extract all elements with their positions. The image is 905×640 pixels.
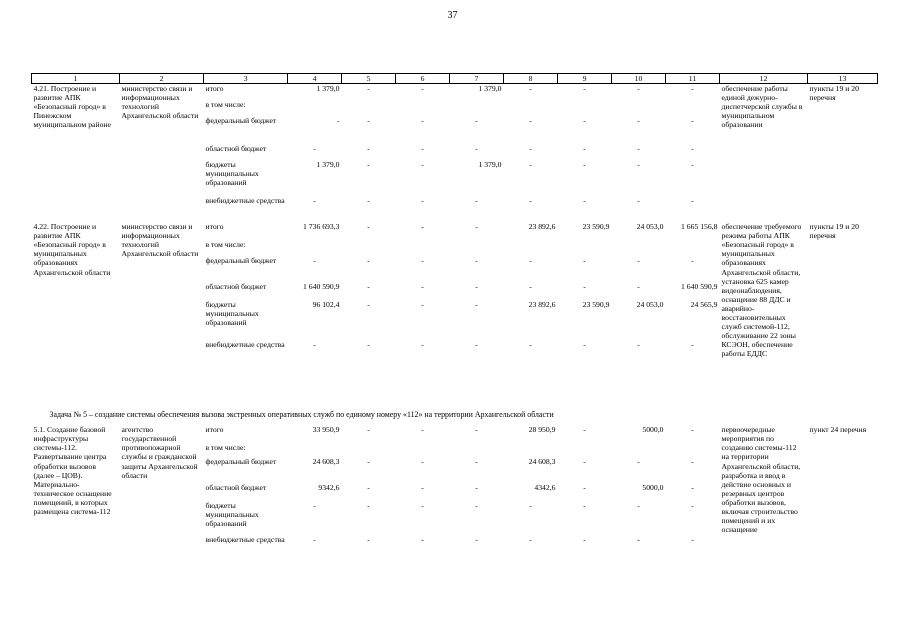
value-cell: - — [367, 457, 370, 467]
funding-source: бюджеты муниципальных образований — [205, 300, 259, 328]
value-cell: - — [691, 116, 694, 126]
value-cell: 24 565,9 — [690, 300, 718, 310]
value-cell: - — [475, 300, 478, 310]
funding-source: бюджеты муниципальных образований — [205, 160, 259, 188]
value-cell: 23 590,9 — [582, 222, 610, 232]
value-cell: - — [367, 340, 370, 350]
value-cell: - — [421, 535, 424, 545]
value-cell: 1 379,0 — [478, 160, 502, 170]
funding-source: областной бюджет — [205, 282, 267, 292]
value-cell: - — [529, 144, 532, 154]
value-cell: - — [583, 256, 586, 266]
value-cell: - — [367, 300, 370, 310]
task-heading: Задача № 5 – создание системы обеспечения вызова экстренных оперативных служб по единому номеру «112» на территории Архангельской области — [49, 410, 554, 420]
target-indicators: пункты 19 и 20 перечня — [809, 222, 859, 241]
target-indicators: пункт 24 перечня — [809, 425, 867, 435]
value-cell: - — [313, 256, 316, 266]
activity-name: 4.21. Построение и развитие АПК «Безопасный город» в Пинежском муниципальном районе — [33, 84, 111, 130]
column-number-row — [32, 74, 878, 84]
value-cell: - — [637, 84, 640, 94]
funding-source: областной бюджет — [205, 144, 267, 154]
value-cell: - — [691, 196, 694, 206]
value-cell: - — [475, 457, 478, 467]
funding-source: внебюджетные средства — [205, 196, 285, 206]
value-cell: - — [367, 535, 370, 545]
value-cell: 1 379,0 — [478, 84, 502, 94]
value-cell: - — [637, 282, 640, 292]
value-cell: - — [583, 144, 586, 154]
value-cell: - — [367, 501, 370, 511]
value-cell: 1 665 156,8 — [680, 222, 718, 232]
funding-source: в том числе: — [205, 443, 246, 453]
value-cell: - — [529, 160, 532, 170]
value-cell: - — [313, 340, 316, 350]
value-cell: 24 053,0 — [636, 300, 664, 310]
value-cell: - — [421, 256, 424, 266]
value-cell: - — [475, 196, 478, 206]
funding-source: внебюджетные средства — [205, 340, 285, 350]
value-cell: - — [691, 457, 694, 467]
col-number: 6 — [396, 74, 450, 84]
value-cell: 23 892,6 — [528, 222, 556, 232]
value-cell: - — [475, 256, 478, 266]
value-cell: 24 608,3 — [312, 457, 340, 467]
value-cell: - — [421, 425, 424, 435]
value-cell: 5000,0 — [642, 425, 664, 435]
funding-source: федеральный бюджет — [205, 116, 277, 126]
value-cell: - — [583, 84, 586, 94]
col-number: 4 — [288, 74, 342, 84]
value-cell: - — [421, 84, 424, 94]
value-cell: - — [421, 457, 424, 467]
value-cell: - — [691, 483, 694, 493]
value-cell: - — [475, 222, 478, 232]
value-cell: - — [637, 501, 640, 511]
funding-source: областной бюджет — [205, 483, 267, 493]
value-cell: - — [691, 256, 694, 266]
col-number: 7 — [450, 74, 504, 84]
value-cell: - — [367, 282, 370, 292]
value-cell: - — [637, 160, 640, 170]
value-cell: - — [367, 160, 370, 170]
value-cell: - — [421, 144, 424, 154]
value-cell: - — [529, 116, 532, 126]
funding-source: итого — [205, 425, 224, 435]
value-cell: - — [637, 340, 640, 350]
value-cell: - — [583, 457, 586, 467]
value-cell: - — [691, 144, 694, 154]
task-heading-row — [32, 404, 878, 425]
value-cell: - — [421, 116, 424, 126]
executor: министерство связи и информационных технологий Архангельской области — [121, 84, 199, 121]
value-cell: 23 892,6 — [528, 300, 556, 310]
value-cell: - — [421, 222, 424, 232]
value-cell: - — [637, 256, 640, 266]
value-cell: - — [637, 196, 640, 206]
expected-result: первоочередные мероприятия по созданию системы-112 на территории Архангельской области, разработка и ввод в действие основных и резервных центров обработки вызовов, включая строительство помещений и их оснащение — [721, 425, 801, 535]
value-cell: - — [691, 340, 694, 350]
funding-source: бюджеты муниципальных образований — [205, 501, 259, 529]
value-cell: - — [313, 535, 316, 545]
value-cell: - — [583, 425, 586, 435]
funding-source: итого — [205, 222, 224, 232]
funding-source: в том числе: — [205, 100, 246, 110]
table-row — [32, 84, 878, 101]
executor: министерство связи и информационных технологий Архангельской области — [121, 222, 199, 259]
value-cell: 24 053,0 — [636, 222, 664, 232]
value-cell: - — [421, 501, 424, 511]
value-cell: - — [691, 501, 694, 511]
value-cell: - — [421, 282, 424, 292]
value-cell: - — [421, 483, 424, 493]
funding-source: в том числе: — [205, 240, 246, 250]
value-cell: - — [367, 84, 370, 94]
value-cell: 1 640 590,9 — [302, 282, 340, 292]
value-cell: - — [583, 483, 586, 493]
table-row — [32, 425, 878, 443]
value-cell: 1 379,0 — [316, 160, 340, 170]
value-cell: 96 102,4 — [312, 300, 340, 310]
value-cell: - — [367, 256, 370, 266]
value-cell: - — [691, 84, 694, 94]
value-cell: - — [367, 425, 370, 435]
value-cell: - — [583, 340, 586, 350]
value-cell: - — [313, 144, 316, 154]
funding-source: федеральный бюджет — [205, 256, 277, 266]
value-cell: - — [421, 160, 424, 170]
value-cell: - — [583, 535, 586, 545]
col-number: 10 — [612, 74, 666, 84]
value-cell: - — [583, 160, 586, 170]
value-cell: - — [475, 483, 478, 493]
value-cell: - — [475, 425, 478, 435]
value-cell: - — [529, 256, 532, 266]
col-number: 5 — [342, 74, 396, 84]
value-cell: 23 590,9 — [582, 300, 610, 310]
value-cell: - — [583, 282, 586, 292]
executor: агентство государственной противопожарной службы и гражданской защиты Архангельской области — [121, 425, 198, 480]
value-cell: - — [691, 160, 694, 170]
value-cell: - — [367, 222, 370, 232]
value-cell: 4342,6 — [534, 483, 556, 493]
value-cell: - — [475, 501, 478, 511]
value-cell: 33 950,9 — [312, 425, 340, 435]
program-table — [31, 73, 878, 557]
value-cell: - — [529, 340, 532, 350]
target-indicators: пункты 19 и 20 перечня — [809, 84, 859, 103]
value-cell: - — [367, 196, 370, 206]
value-cell: 9342,6 — [318, 483, 340, 493]
col-number: 8 — [504, 74, 558, 84]
value-cell: 28 950,9 — [528, 425, 556, 435]
activity-name: 4.22. Построение и развитие АПК «Безопасный город» в муниципальных образованиях Архангельской области — [33, 222, 111, 277]
value-cell: - — [583, 501, 586, 511]
value-cell: - — [637, 144, 640, 154]
value-cell: - — [367, 116, 370, 126]
value-cell: - — [367, 144, 370, 154]
value-cell: - — [691, 425, 694, 435]
value-cell: - — [529, 196, 532, 206]
value-cell: - — [637, 457, 640, 467]
funding-source: федеральный бюджет — [205, 457, 277, 467]
value-cell: - — [529, 282, 532, 292]
page-number: 37 — [447, 10, 458, 21]
value-cell: - — [475, 144, 478, 154]
value-cell: 1 379,0 — [316, 84, 340, 94]
value-cell: - — [421, 340, 424, 350]
value-cell: 1 640 590,9 — [680, 282, 718, 292]
activity-name: 5.1. Создание базовой инфраструктуры системы-112. Развертывание центра обработки вызовов (далее – ЦОВ). Материально-техническое оснащение помещений, в которых размещена система-112 — [33, 425, 112, 517]
value-cell: 24 608,3 — [528, 457, 556, 467]
col-number: 12 — [720, 74, 808, 84]
table-row — [32, 222, 878, 240]
value-cell: - — [475, 340, 478, 350]
value-cell: - — [691, 535, 694, 545]
value-cell: - — [367, 483, 370, 493]
value-cell: - — [313, 501, 316, 511]
col-number: 11 — [666, 74, 720, 84]
value-cell: - — [637, 116, 640, 126]
value-cell: 1 736 693,3 — [302, 222, 340, 232]
value-cell: - — [529, 84, 532, 94]
value-cell: - — [529, 535, 532, 545]
funding-source: внебюджетные средства — [205, 535, 285, 545]
col-number: 13 — [808, 74, 878, 84]
value-cell: - — [421, 196, 424, 206]
col-number: 2 — [120, 74, 204, 84]
col-number: 1 — [32, 74, 120, 84]
value-cell: - — [313, 196, 316, 206]
expected-result: обеспечение работы единой дежурно-диспетчерской службы в муниципальном образовании — [721, 84, 803, 130]
value-cell: - — [475, 116, 478, 126]
value-cell: - — [529, 501, 532, 511]
value-cell: 5000,0 — [642, 483, 664, 493]
value-cell: - — [475, 282, 478, 292]
value-cell: - — [421, 300, 424, 310]
col-number: 9 — [558, 74, 612, 84]
funding-source: итого — [205, 84, 224, 94]
value-cell: - — [336, 116, 340, 126]
value-cell: - — [475, 535, 478, 545]
value-cell: - — [637, 535, 640, 545]
col-number: 3 — [204, 74, 288, 84]
value-cell: - — [583, 116, 586, 126]
value-cell: - — [583, 196, 586, 206]
expected-result: обеспечение требуемого режима работы АПК «Безопасный город» в муниципальных образованиях Архангельской области, установка 625 камер видеонаблюдения, оснащение 88 ДДС и аварийно-восстановительных служб системой-112, обслуживание 22 зоны КСЭОН, обеспечение работы ЕДДС — [721, 222, 802, 359]
